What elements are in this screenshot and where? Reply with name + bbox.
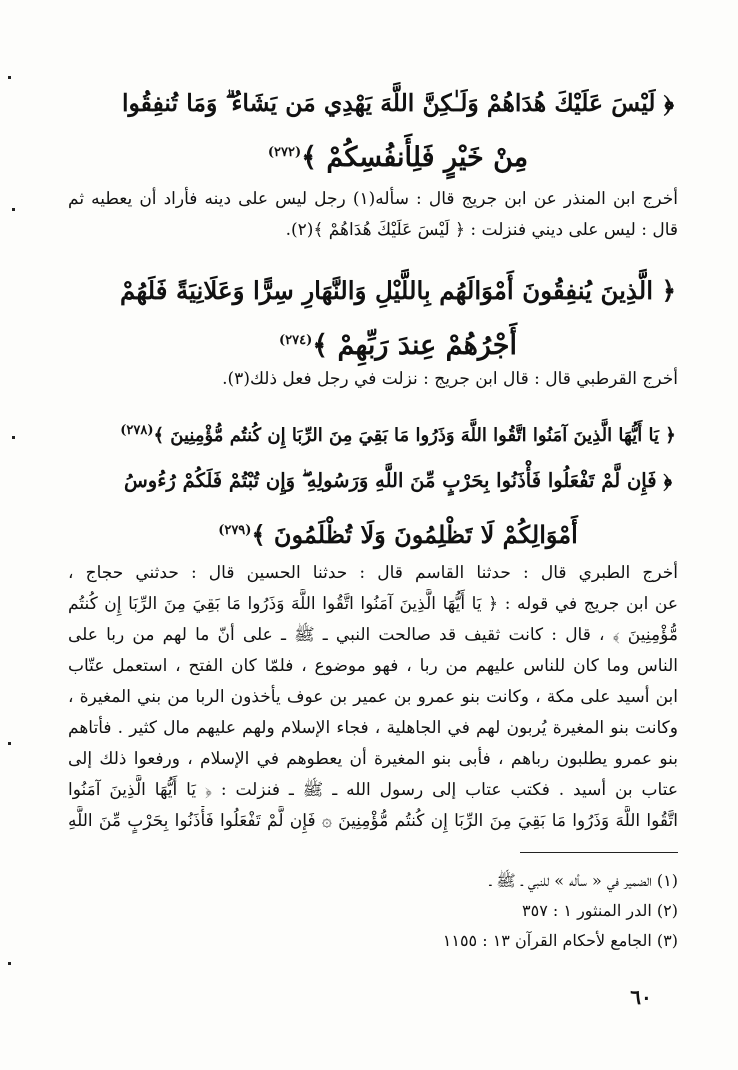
verse-line	[118, 128, 678, 183]
scan-mark	[8, 962, 11, 965]
paragraph-line: ابن أسيد على مكة ، وكانت بنو عمرو بن عمير بن عوف يأخذون الربا من بني المغيرة ،	[68, 687, 678, 707]
footnote-1: (١) الضمير في « سأله » للنبي ـ ﷺ ـ	[489, 871, 678, 890]
paragraph-line: الناس وما كان للناس عليهم من ربا ، فهو موضوع ، فلمّا كان الفتح ، استعمل عتّاب	[68, 656, 678, 676]
verse-line	[118, 316, 678, 371]
verse-line-text: أَجْرُهُمْ عِندَ رَبِّهِمْ ﴾	[312, 330, 517, 361]
verse-number: (٢٧٨)	[120, 423, 154, 438]
verse-number: (٢٧٩)	[218, 523, 252, 538]
quran-verse-278	[118, 406, 678, 461]
paragraph-line: عن ابن جريج في قوله : ﴿ يَا أَيُّهَا الَّذِينَ آمَنُوا اتَّقُوا اللَّهَ وَذَرُوا مَا بَقِيَ مِنَ الرِّبَا إِن كُنتُم	[68, 594, 678, 614]
paragraph-line: أخرج الطبري قال : حدثنا القاسم قال : حدثنا الحسين قال : حدثني حجاج ،	[68, 563, 678, 583]
paragraph-line: اتَّقُوا اللَّهَ وَذَرُوا مَا بَقِيَ مِنَ الرِّبَا إِن كُنتُم مُّؤْمِنِينَ ۞ فَإِن لَّمْ تَفْعَلُوا فَأْذَنُوا بِحَرْبٍ مِّنَ اللَّهِ	[68, 811, 678, 831]
footnote-separator	[520, 852, 678, 853]
verse-number: (٢٧٢)	[267, 145, 302, 160]
verse-line-text: مِنْ خَيْرٍ فَلِأَنفُسِكُمْ ﴾	[301, 142, 529, 173]
paragraph-line: بنو عمرو يطلبون رباهم ، فأبى بنو المغيرة أن يعطوهم في الإسلام ، ورفعوا ذلك إلى	[68, 749, 678, 769]
verse-line	[118, 506, 678, 560]
footnote-3: (٣) الجامع لأحكام القرآن ١٣ : ١١٥٥	[442, 931, 678, 950]
quran-verse-272	[118, 78, 678, 183]
scan-mark	[8, 742, 11, 745]
paragraph-line: أخرج القرطبي قال : قال ابن جريج : نزلت في رجل فعل ذلك(٣).	[222, 369, 678, 389]
footnotes	[68, 866, 678, 956]
verse-line: ﴿ فَإِن لَّمْ تَفْعَلُوا فَأْذَنُوا بِحَرْبٍ مِّنَ اللَّهِ وَرَسُولِهِ ۖ وَإِن تُبْتُمْ فَلَكُمْ رُءُوسُ	[124, 469, 672, 492]
paragraph-line: مُّؤْمِنِينَ ﴾ ، قال : كانت ثقيف قد صالحت النبي ـ ﷺ ـ على أنّ ما لهم من ربا على	[68, 625, 678, 645]
paragraph-line: وكانت بنو المغيرة يُربون لهم في الجاهلية ، فجاء الإسلام ولهم عليهم مال كثير . فأتاهم	[68, 718, 678, 738]
verse-line: ﴿ لَيْسَ عَلَيْكَ هُدَاهُمْ وَلَـٰكِنَّ اللَّهَ يَهْدِي مَن يَشَاءُ ۗ وَمَا تُنفِقُوا	[121, 89, 675, 117]
verse-line: ﴿ الَّذِينَ يُنفِقُونَ أَمْوَالَهُم بِاللَّيْلِ وَالنَّهَارِ سِرًّا وَعَلَانِيَةً فَلَهُمْ	[120, 276, 676, 305]
footnote-2: (٢) الدر المنثور ١ : ٣٥٧	[522, 901, 678, 920]
paragraph-line: قال : ليس على ديني فنزلت : ﴿ لَيْسَ عَلَيْكَ هُدَاهُمْ ﴾(٢).	[285, 220, 678, 240]
narration-paragraph	[68, 184, 678, 246]
paragraph-line: أخرج ابن المنذر عن ابن جريج قال : سأله(١) رجل ليس على دينه فأراد أن يعطيه ثم	[68, 189, 678, 209]
scan-mark	[12, 208, 15, 211]
page-number: ٦٠	[630, 985, 652, 1009]
verse-line-text: أَمْوَالِكُمْ لَا تَظْلِمُونَ وَلَا تُظْلَمُونَ ﴾	[251, 520, 578, 549]
scan-mark	[12, 436, 15, 439]
verse-line	[118, 406, 678, 461]
verse-line-text: ﴿ يَا أَيُّهَا الَّذِينَ آمَنُوا اتَّقُوا اللَّهَ وَذَرُوا مَا بَقِيَ مِنَ الرِّبَا إِن كُنتُم مُّؤْمِنِينَ ﴾	[153, 425, 676, 446]
verse-number: (٢٧٤)	[279, 333, 313, 348]
quran-verse-279	[118, 456, 678, 560]
scan-mark	[8, 76, 11, 79]
paragraph-line: عتاب بن أسيد . فكتب عتاب إلى رسول الله ـ ﷺ ـ فنزلت : ﴿ يَا أَيُّهَا الَّذِينَ آمَنُوا	[68, 780, 678, 800]
narration-paragraph	[68, 558, 678, 837]
quran-verse-274	[118, 266, 678, 371]
narration-paragraph	[68, 364, 678, 395]
